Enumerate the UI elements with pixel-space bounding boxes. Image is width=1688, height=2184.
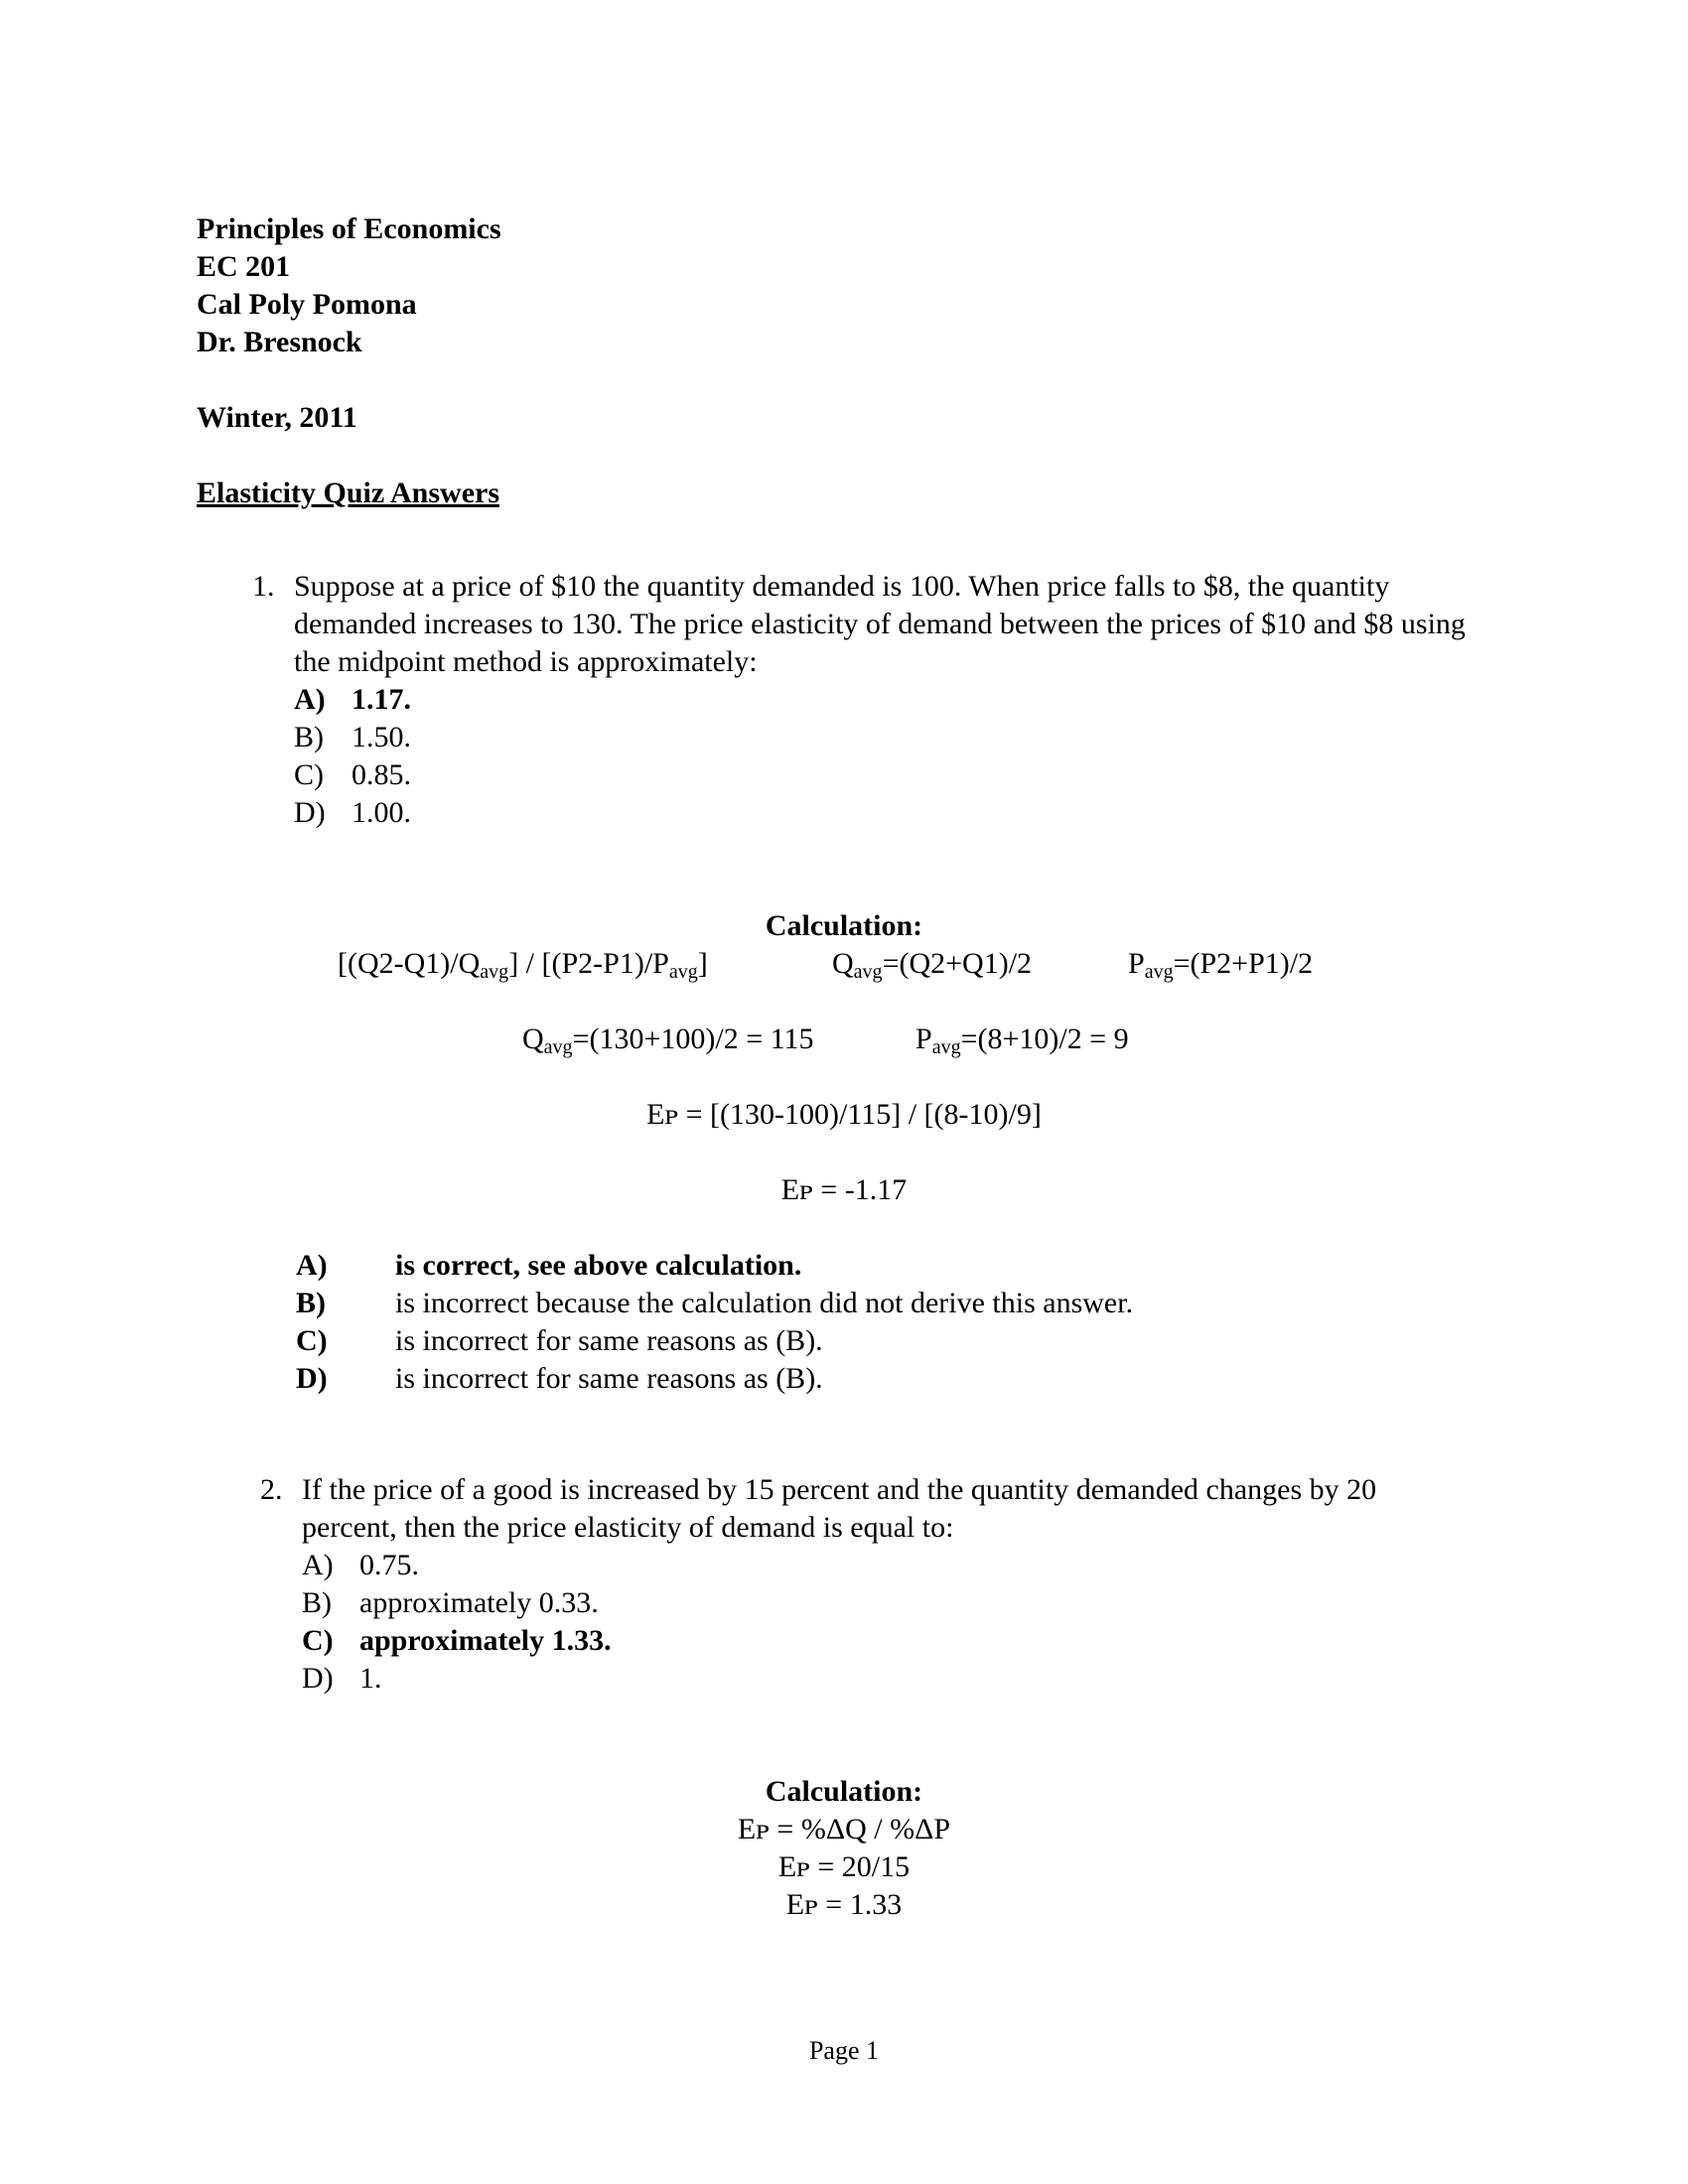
q1-pavg-value-sub: avg [931,1036,961,1058]
q2-option-d [302,1660,382,1698]
q1-option-b-letter: B) [294,721,324,753]
q2-option-c-text: approximately 1.33. [359,1624,612,1657]
course-code: EC 201 [197,250,291,283]
q1-qavg-value-sub: avg [543,1036,573,1058]
q1-qavg-value [522,1021,814,1058]
q2-option-a-letter: A) [302,1549,334,1581]
q1-explanation-d [296,1360,823,1398]
q1-formula-pavg-symbol: P [1128,947,1145,980]
q1-elasticity-result: Eᴘ = -1.17 [780,1173,908,1206]
school-name: Cal Poly Pomona [197,288,417,321]
q1-qavg-value-expr: =(130+100)/2 = 115 [572,1023,814,1055]
q1-formula-qavg [832,945,1032,983]
q2-formula-definition: Eᴘ = %ΔQ / %ΔP [737,1813,951,1845]
question-1-text: Suppose at a price of $10 the quantity demanded is 100. When price falls to $8, the quantity demanded increases to 130. The price elasticity of demand between the prices of $10 and $8 using the midpoint method is approximately: [294,570,1466,678]
q1-explanation-b-text: is incorrect because the calculation did not derive this answer. [395,1287,1134,1319]
q1-option-d [294,794,411,832]
q1-option-c [294,756,411,794]
q1-formula-qavg-expr: =(Q2+Q1)/2 [882,947,1033,980]
q2-option-b-letter: B) [302,1586,332,1619]
term: Winter, 2011 [197,401,357,434]
q1-explanation-b-letter: B) [296,1287,326,1319]
q1-explanation-b [296,1285,1133,1322]
q2-formula-substitution: Eᴘ = 20/15 [777,1850,911,1883]
question-2-text: If the price of a good is increased by 15 percent and the quantity demanded changes by 20 percent, then the price elasticity of demand is equal to: [302,1473,1377,1544]
q2-option-c [302,1622,612,1660]
q1-explanation-c-letter: C) [296,1324,328,1357]
q1-formula-elasticity-part-3: ] [697,947,708,980]
q1-explanation-d-text: is incorrect for same reasons as (B). [395,1362,823,1395]
q1-explanation-c-text: is incorrect for same reasons as (B). [395,1324,823,1357]
q1-formula-qavg-sub: avg [853,961,883,983]
q1-formula-elasticity-sub-2: avg [668,961,698,983]
q1-explanation-a-text: is correct, see above calculation. [395,1249,802,1282]
q1-option-a-text: 1.17. [352,683,411,716]
q1-formula-pavg-expr: =(P2+P1)/2 [1173,947,1314,980]
question-2-number: 2. [260,1473,283,1506]
q1-formula-pavg-sub: avg [1144,961,1174,983]
q2-option-b-text: approximately 0.33. [359,1586,599,1619]
q1-explanation-c [296,1322,823,1360]
q1-pavg-value-symbol: P [915,1023,932,1055]
q1-qavg-value-symbol: Q [522,1023,544,1055]
q2-formula-result: Eᴘ = 1.33 [785,1888,903,1921]
q2-option-d-letter: D) [302,1662,334,1695]
q1-option-a [294,681,411,719]
q1-formula-qavg-symbol: Q [832,947,854,980]
q1-explanation-d-letter: D) [296,1362,328,1395]
q2-option-d-text: 1. [359,1662,382,1695]
q2-option-b [302,1584,599,1622]
q1-option-c-letter: C) [294,758,324,791]
document-title: Elasticity Quiz Answers [197,477,499,509]
q2-calculation-title: Calculation: [765,1775,923,1808]
q1-option-a-letter: A) [294,683,326,716]
q1-option-d-text: 1.00. [352,796,411,829]
q1-option-d-letter: D) [294,796,326,829]
q1-formula-pavg [1128,945,1313,983]
q1-elasticity-substitution: Eᴘ = [(130-100)/115] / [(8-10)/9] [646,1098,1042,1131]
course-name: Principles of Economics [197,212,501,245]
q1-formula-elasticity-part-2: ] / [(P2-P1)/P [508,947,669,980]
q1-formula-elasticity-part-1: [(Q2-Q1)/Q [338,947,481,980]
q1-option-c-text: 0.85. [352,758,411,791]
instructor-name: Dr. Bresnock [197,326,362,358]
q2-option-a [302,1547,419,1584]
q2-option-c-letter: C) [302,1624,334,1657]
q1-explanation-a-letter: A) [296,1249,328,1282]
q1-option-b-text: 1.50. [352,721,411,753]
q1-option-b [294,719,411,756]
page-number: Page 1 [808,2036,880,2065]
q1-formula-elasticity-sub-1: avg [480,961,509,983]
q1-pavg-value [915,1021,1129,1058]
q1-formula-elasticity [338,945,708,983]
q1-explanation-a [296,1247,801,1285]
q2-option-a-text: 0.75. [359,1549,419,1581]
q1-calculation-title: Calculation: [765,909,923,942]
q1-pavg-value-expr: =(8+10)/2 = 9 [960,1023,1129,1055]
question-1-number: 1. [252,570,275,603]
